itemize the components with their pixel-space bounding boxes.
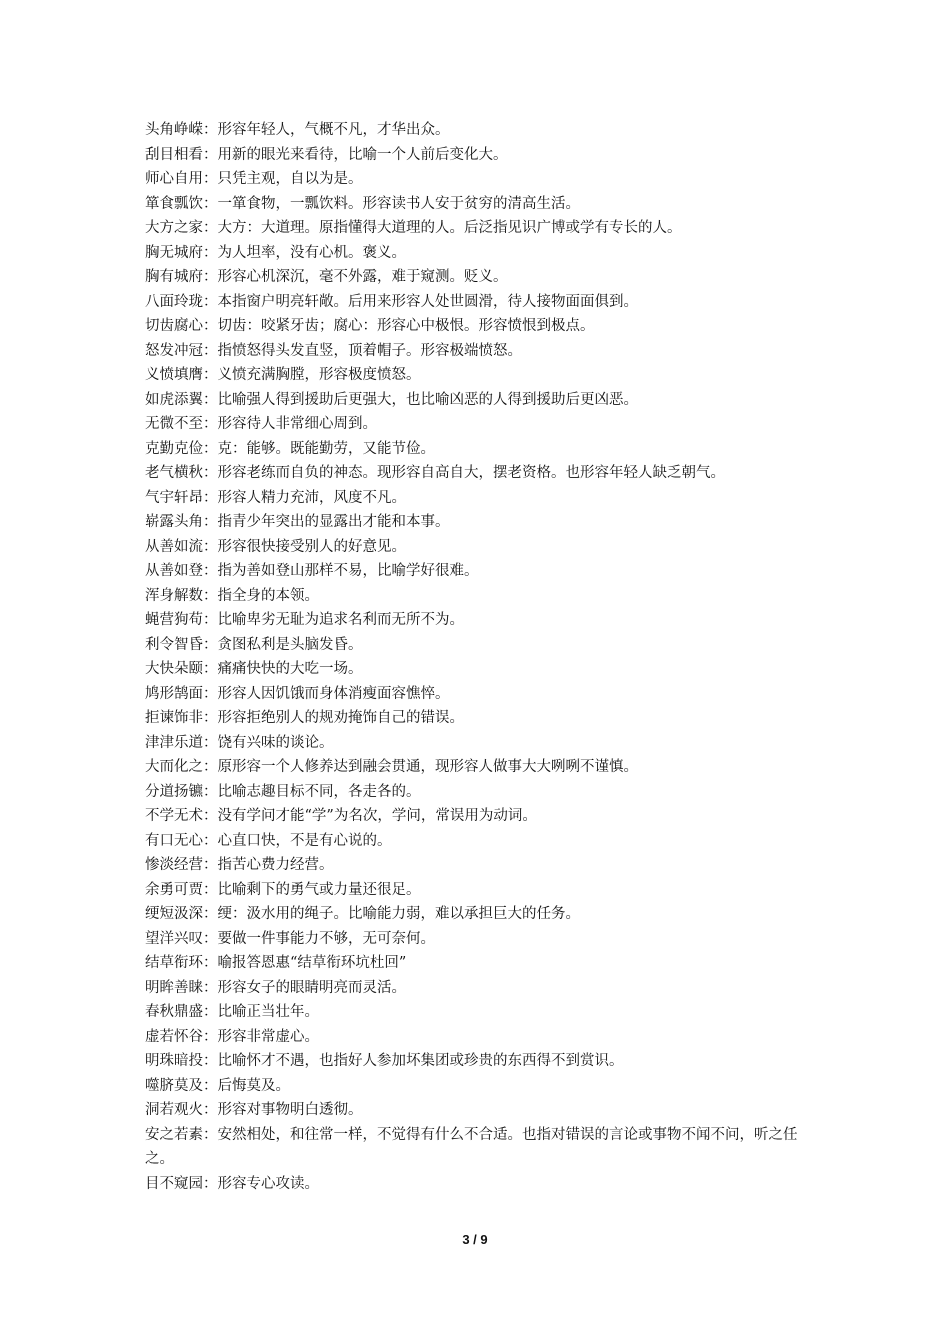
idiom-entry: 望洋兴叹：要做一件事能力不够，无可奈何。 — [145, 930, 435, 947]
idiom-entry: 明珠暗投：比喻怀才不遇，也指好人参加坏集团或珍贵的东西得不到赏识。 — [145, 1053, 624, 1069]
idiom-entry: 鸠形鹄面：形容人因饥饿而身体消瘦面容憔悴。 — [145, 685, 450, 702]
idiom-entry: 如虎添翼：比喻强人得到援助后更强大，也比喻凶恶的人得到援助后更凶恶。 — [145, 391, 638, 408]
idiom-entry: 义愤填膺：义愤充满胸膛，形容极度愤怒。 — [145, 367, 421, 383]
idiom-entry: 浑身解数：指全身的本领。 — [145, 587, 319, 604]
idiom-entry: 崭露头角：指青少年突出的显露出才能和本事。 — [145, 514, 450, 530]
idiom-entry: 头角峥嵘：形容年轻人，气概不凡，才华出众。 — [145, 122, 450, 138]
page-number: 3 / 9 — [462, 1232, 488, 1247]
idiom-entry: 蝇营狗苟：比喻卑劣无耻为追求名利而无所不为。 — [145, 612, 464, 628]
idiom-entry: 箪食瓢饮：一箪食物，一瓢饮料。形容读书人安于贫穷的清高生活。 — [145, 195, 580, 212]
idiom-entry: 从善如登：指为善如登山那样不易，比喻学好很难。 — [145, 563, 479, 579]
idiom-entry: 怒发冲冠：指愤怒得头发直竖，顶着帽子。形容极端愤怒。 — [145, 342, 522, 359]
idiom-entry: 不学无术：没有学问才能“学”为名次，学问，常误用为动词。 — [145, 808, 537, 824]
idiom-entry: 无微不至：形容待人非常细心周到。 — [145, 416, 377, 432]
idiom-entry: 津津乐道：饶有兴味的谈论。 — [145, 734, 334, 751]
idiom-entry: 大方之家：大方：大道理。原指懂得大道理的人。后泛指见识广博或学有专长的人。 — [145, 220, 682, 236]
idiom-entry: 结草衔环：喻报答恩惠“结草衔环坑杜回” — [145, 955, 407, 971]
idiom-entry: 春秋鼎盛：比喻正当壮年。 — [145, 1004, 319, 1020]
idiom-entry: 胸有城府：形容心机深沉，毫不外露，难于窥测。贬义。 — [145, 269, 508, 285]
idiom-entry: 明眸善睐：形容女子的眼睛明亮而灵活。 — [145, 979, 406, 996]
idiom-entry: 刮目相看：用新的眼光来看待，比喻一个人前后变化大。 — [145, 146, 508, 163]
idiom-entry: 洞若观火：形容对事物明白透彻。 — [145, 1102, 363, 1118]
idiom-entry: 噬脐莫及：后悔莫及。 — [145, 1077, 290, 1094]
idiom-entry: 虚若怀谷：形容非常虚心。 — [145, 1028, 319, 1045]
idiom-entry: 八面玲珑：本指窗户明亮轩敞。后用来形容人处世圆滑，待人接物面面俱到。 — [145, 293, 638, 310]
idiom-entry: 大快朵颐：痛痛快快的大吃一场。 — [145, 661, 363, 677]
idiom-entry: 安之若素：安然相处，和往常一样，不觉得有什么不合适。也指对错误的言论或事物不闻不问，听之任之。 — [145, 1126, 798, 1167]
idiom-entry: 有口无心：心直口快，不是有心说的。 — [145, 832, 392, 849]
idiom-entry: 绠短汲深：绠：汲水用的绳子。比喻能力弱，难以承担巨大的任务。 — [145, 906, 580, 922]
idiom-list — [145, 118, 813, 1196]
idiom-entry: 师心自用：只凭主观，自以为是。 — [145, 171, 363, 187]
idiom-entry: 切齿腐心：切齿：咬紧牙齿；腐心：形容心中极恨。形容愤恨到极点。 — [145, 318, 595, 334]
idiom-entry: 利令智昏：贪图私利是头脑发昏。 — [145, 636, 363, 653]
idiom-entry: 拒谏饰非：形容拒绝别人的规劝掩饰自己的错误。 — [145, 710, 464, 726]
idiom-entry: 余勇可贾：比喻剩下的勇气或力量还很足。 — [145, 881, 421, 898]
idiom-entry: 胸无城府：为人坦率，没有心机。褒义。 — [145, 244, 406, 261]
idiom-entry: 惨淡经营：指苦心费力经营。 — [145, 857, 334, 873]
idiom-entry: 气宇轩昂：形容人精力充沛，风度不凡。 — [145, 489, 406, 506]
idiom-entry: 从善如流：形容很快接受别人的好意见。 — [145, 538, 406, 555]
idiom-entry: 大而化之：原形容一个人修养达到融会贯通，现形容人做事大大咧咧不谨慎。 — [145, 759, 638, 775]
idiom-entry: 老气横秋：形容老练而自负的神态。现形容自高自大，摆老资格。也形容年轻人缺乏朝气。 — [145, 465, 725, 481]
idiom-entry: 目不窥园：形容专心攻读。 — [145, 1175, 319, 1192]
idiom-entry: 克勤克俭：克：能够。既能勤劳，又能节俭。 — [145, 440, 435, 457]
idiom-entry: 分道扬镳：比喻志趣目标不同，各走各的。 — [145, 783, 421, 800]
